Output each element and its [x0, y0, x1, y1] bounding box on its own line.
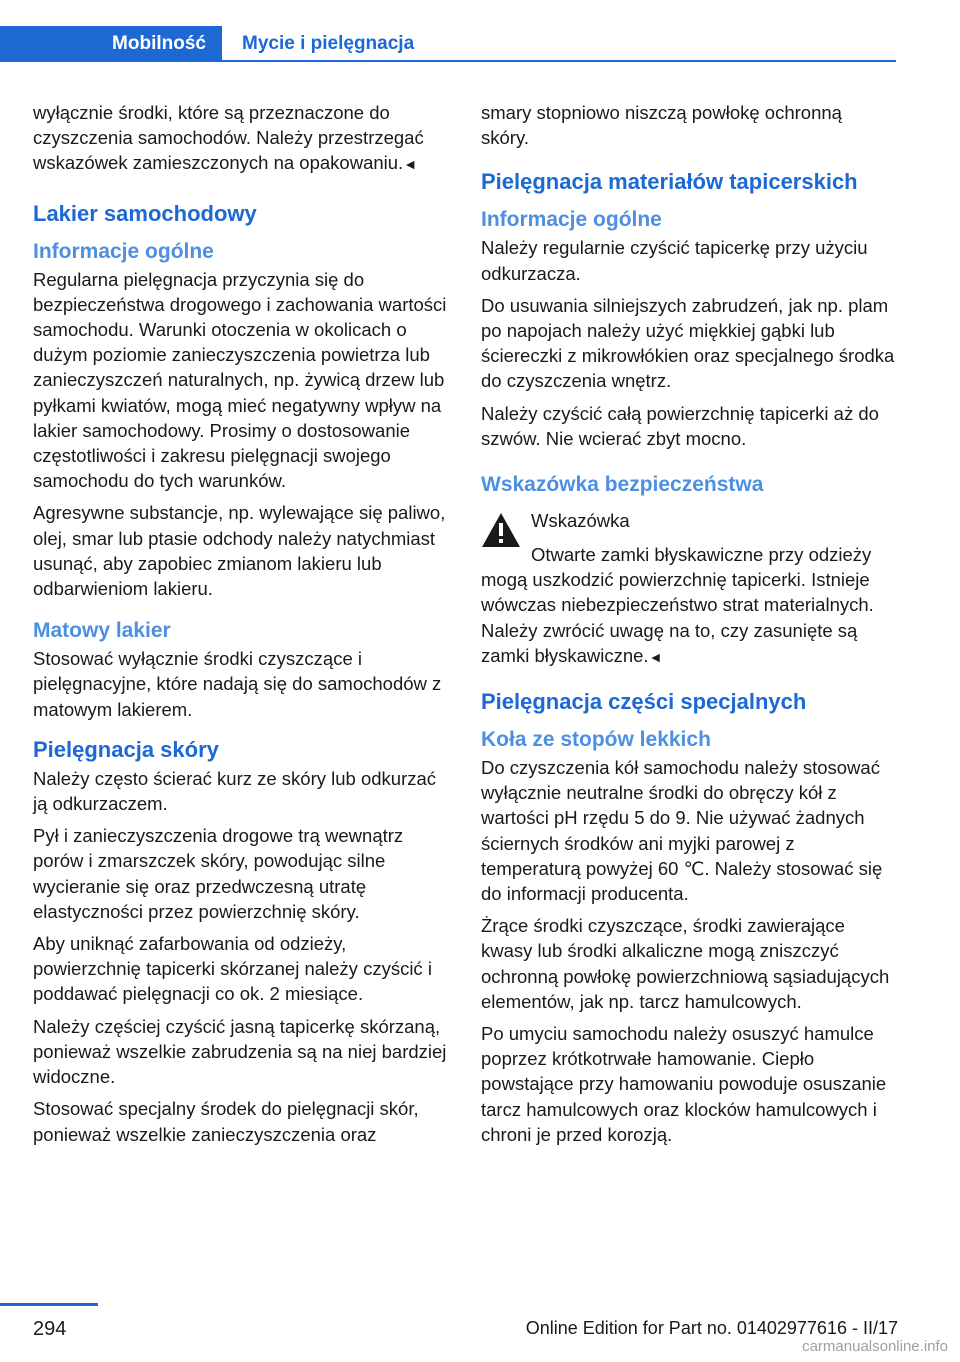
heading-czesci: Pielęgnacja części specjalnych [481, 689, 807, 715]
edition-info: Online Edition for Part no. 01402977616 - II/17 [525, 1318, 898, 1338]
page-header [0, 0, 896, 64]
end-mark: ◄ [403, 156, 418, 173]
header-rule [222, 60, 896, 62]
heading-lakier: Lakier samochodowy [33, 200, 257, 226]
paragraph: Do czyszczenia kół samochodu należy stosować wyłącznie neutralne środki do obręczy kół z wartości pH rzędu 5 do 9. Nie używać żadnych ściernych środków ani myjki parowej z temperaturą powyżej 60 ℃. Należy stosować się do informacji producenta. [481, 757, 883, 905]
paragraph: Do usuwania silniejszych zabrudzeń, jak np. plam po napojach należy użyć miękkiej gąbki lub ściereczki z mikrowłókien oraz specjalnego środka do czyszczenia wnętrz. [481, 294, 895, 392]
subheading-info: Informacje ogólne [481, 208, 662, 232]
paragraph: Stosować specjalny środek do pielęgnacji skór, ponieważ wszelkie zanieczyszczenia oraz [33, 1098, 419, 1145]
paragraph: Po umyciu samochodu należy osuszyć hamulce poprzez krótkotrwałe hamowanie. Ciepło powstające przy hamowaniu powoduje osuszanie tarcz hamulcowych oraz klocków hamulcowych i chroni je przed korozją. [481, 1023, 887, 1145]
heading-skora: Pielęgnacja skóry [33, 736, 219, 762]
left-column [33, 100, 451, 1154]
chapter-tab-label: Mobilność [112, 33, 206, 54]
right-column [481, 100, 895, 1154]
heading-tapicer: Pielęgnacja materiałów tapicerskich [481, 169, 858, 195]
paragraph: Należy często ścierać kurz ze skóry lub odkurzać ją odkurzaczem. [33, 767, 437, 815]
end-mark: ◄ [648, 648, 663, 665]
paragraph: Należy częściej czyścić jasną tapicerkę skórzaną, ponieważ wszelkie zabrudzenia są na niej bardziej widoczne. [33, 1015, 447, 1088]
chapter-tab-mobility[interactable] [0, 26, 222, 62]
section-tab-label: Mycie i pielęgnacja [242, 33, 415, 54]
subheading-kola: Koła ze stopów lekkich [481, 728, 711, 752]
subheading-info: Informacje ogólne [33, 239, 214, 263]
subheading-matowy: Matowy lakier [33, 619, 171, 643]
paragraph: Należy czyścić całą powierzchnię tapicerki aż do szwów. Nie wcierać zbyt mocno. [481, 402, 879, 449]
section-tab-washing-care[interactable] [242, 26, 414, 62]
paragraph: smary stopniowo niszczą powłokę ochronną skóry. [481, 102, 842, 149]
paragraph: Aby uniknąć zafarbowania od odzieży, powierzchnię tapicerki skórzanej należy czyścić i poddawać pielęgnacji co ok. 2 miesiące. [33, 933, 432, 1005]
paragraph: Żrące środki czyszczące, środki zawierające kwasy lub środki alkaliczne mogą zniszczyć ochronną powłokę powierzchniową sąsiadujących elementów, jak np. tarcz hamulcowych. [481, 915, 890, 1012]
warning-triangle-icon [481, 512, 521, 548]
paragraph: Agresywne substancje, np. wylewające się paliwo, olej, smar lub ptasie odchody należy natychmiast usunąć, aby zapobiec zmianom lakieru lub odbarwieniom lakieru. [33, 502, 446, 600]
footer-rule [0, 1303, 98, 1306]
paragraph: wyłącznie środki, które są przeznaczone do czyszczenia samochodów. Należy przestrzegać wskazówek zamieszczonych na opakowaniu.◄ [33, 102, 424, 174]
warning-title: Wskazówka [531, 510, 630, 532]
subheading-bezpieczenstwo: Wskazówka bezpieczeństwa [481, 473, 764, 497]
paragraph: Należy regularnie czyścić tapicerkę przy użyciu odkurzacza. [481, 237, 868, 284]
paragraph: Pył i zanieczyszczenia drogowe trą wewnątrz porów i zmarszczek skóry, powodując silne wycieranie się oraz przedwczesną utratę elastyczności przez powierzchnię skóry. [33, 825, 404, 922]
warning-text: Otwarte zamki błyskawiczne przy odzieży mogą uszkodzić powierzchnię tapicerki. Istnieje wówczas niebezpieczeństwo strat materialnych. Należy zwrócić uwagę na to, czy zasunięte są zamki błyskawiczne.◄ [481, 544, 874, 666]
watermark: carmanualsonline.info [802, 1338, 948, 1355]
paragraph: Stosować wyłącznie środki czyszczące i pielęgnacyjne, które nadają się do samochodów z matowym lakierem. [33, 648, 442, 720]
paragraph: Regularna pielęgnacja przyczynia się do bezpieczeństwa drogowego i zachowania wartości samochodu. Warunki otoczenia w okolicach o dużym poziomie zanieczyszczenia powietrza lub zanieczyszczeń naturalnych, np. żywicą drzew lub pyłkami kwiatów, mogą mieć negatywny wpływ na lakier samochodowy. Prosimy o dostosowanie częstotliwości i zakresu pielęgnacji swojego samochodu do tych warunków. [33, 268, 447, 492]
page-number: 294 [33, 1318, 67, 1340]
